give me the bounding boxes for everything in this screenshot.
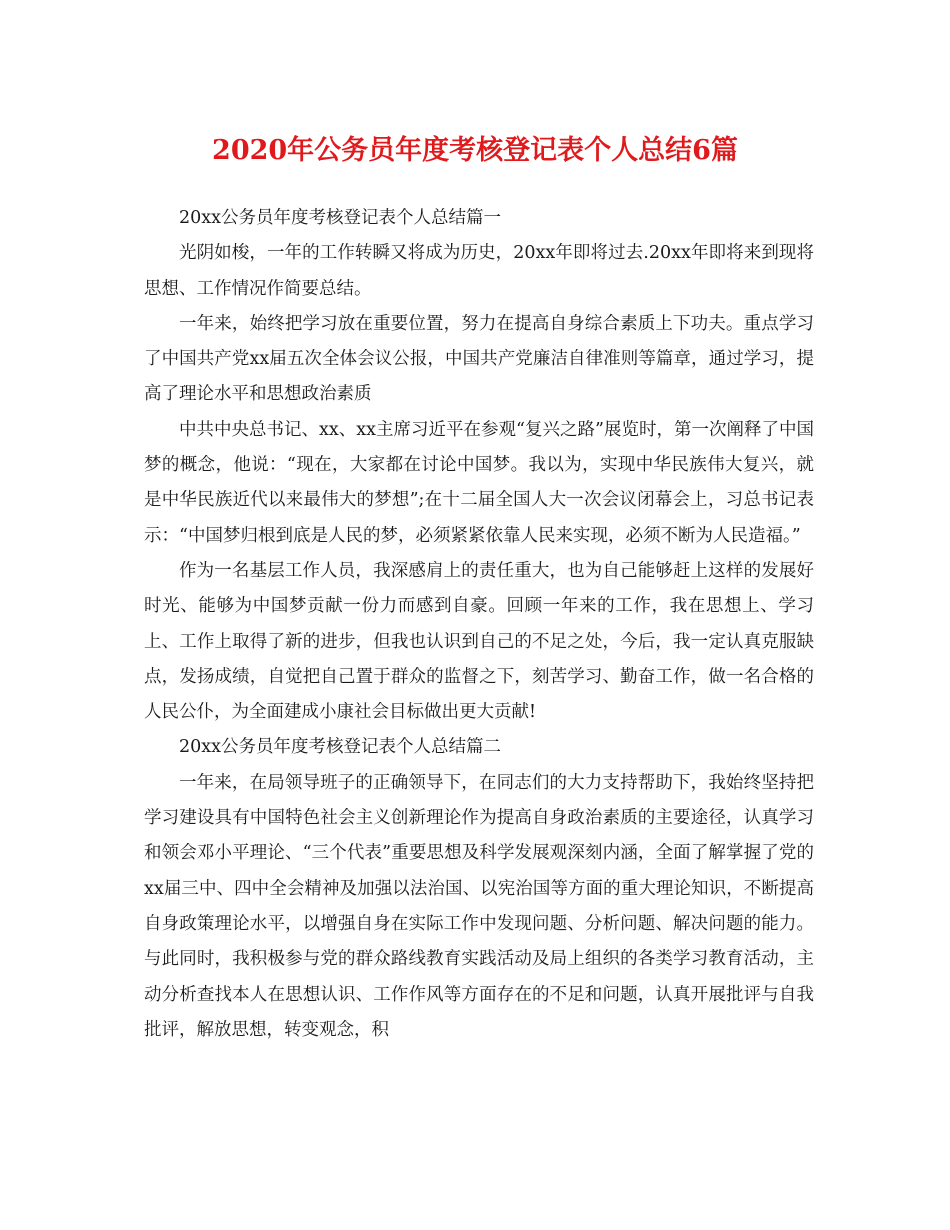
paragraph: 光阴如梭，一年的工作转瞬又将成为历史，20xx年即将过去.20xx年即将来到现将思想、工作情况作简要总结。 [144, 243, 814, 299]
document-title: 2020年公务员年度考核登记表个人总结6篇 [212, 135, 738, 166]
document-body [144, 201, 814, 1048]
paragraph: 一年来，始终把学习放在重要位置，努力在提高自身综合素质上下功夫。重点学习了中国共产党xx届五次全体会议公报，中国共产党廉洁自律准则等篇章，通过学习，提高了理论水平和思想政治素质 [144, 313, 814, 405]
paragraph: 作为一名基层工作人员，我深感肩上的责任重大，也为自己能够赶上这样的发展好时光、能够为中国梦贡献一份力而感到自豪。回顾一年来的工作，我在思想上、学习上、工作上取得了新的进步，但我也认识到自己的不足之处，今后，我一定认真克服缺点，发扬成绩，自觉把自己置于群众的监督之下，刻苦学习、勤奋工作，做一名合格的人民公仆，为全面建成小康社会目标做出更大贡献! [144, 560, 814, 723]
paragraph: 中共中央总书记、xx、xx主席习近平在参观“复兴之路”展览时，第一次阐释了中国梦的概念，他说：“现在，大家都在讨论中国梦。我以为，实现中华民族伟大复兴，就是中华民族近代以来最伟大的梦想”;在十二届全国人大一次会议闭幕会上，习总书记表示：“中国梦归根到底是人民的梦，必须紧紧依靠人民来实现，必须不断为人民造福。” [144, 419, 814, 546]
section-heading-2: 20xx公务员年度考核登记表个人总结篇二 [179, 737, 502, 758]
section-heading-1: 20xx公务员年度考核登记表个人总结篇一 [179, 208, 502, 228]
paragraph: 一年来，在局领导班子的正确领导下，在同志们的大力支持帮助下，我始终坚持把学习建设具有中国特色社会主义创新理论作为提高自身政治素质的主要途径，认真学习和领会邓小平理论、“三个代表”重要思想及科学发展观深刻内涵，全面了解掌握了党的xx届三中、四中全会精神及加强以法治国、以宪治国等方面的重大理论知识，不断提高自身政策理论水平，以增强自身在实际工作中发现问题、分析问题、解决问题的能力。与此同时，我积极参与党的群众路线教育实践活动及局上组织的各类学习教育活动，主动分析查找本人在思想认识、工作作风等方面存在的不足和问题，认真开展批评与自我批评，解放思想，转变观念，积 [144, 772, 814, 1040]
